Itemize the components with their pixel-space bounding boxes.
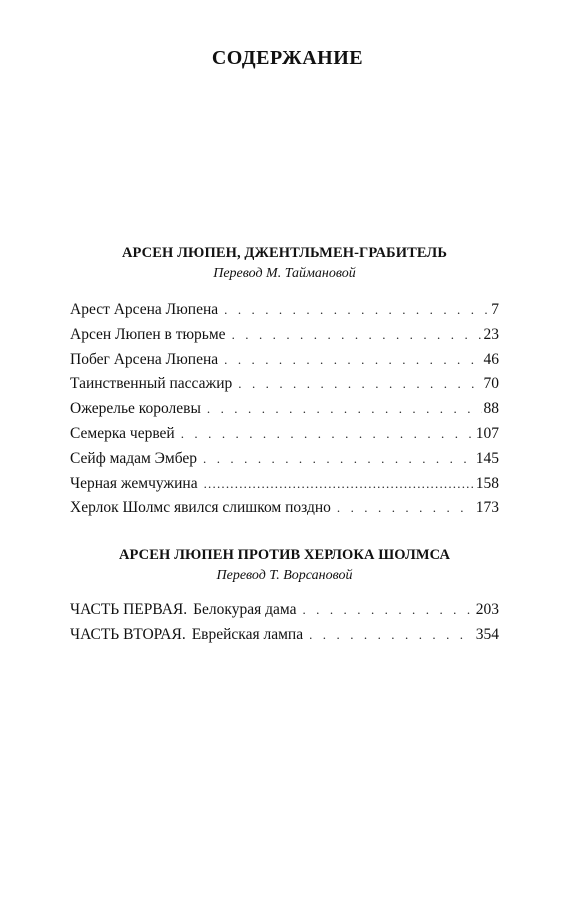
section-translator: Перевод Т. Ворсановой bbox=[216, 568, 353, 583]
toc-entry[interactable] bbox=[70, 472, 499, 497]
dot-leader bbox=[224, 348, 481, 373]
toc-entry-page: 70 bbox=[483, 375, 499, 393]
section-title: АРСЕН ЛЮПЕН ПРОТИВ ХЕРЛОКА ШОЛМСА bbox=[118, 547, 451, 563]
toc-entry[interactable] bbox=[70, 623, 499, 648]
toc-entry-title bbox=[70, 598, 302, 623]
section-translator: Перевод М. Таймановой bbox=[213, 266, 356, 281]
dot-leader bbox=[224, 298, 489, 323]
dot-leader bbox=[309, 623, 474, 648]
toc-section bbox=[70, 545, 499, 648]
toc-entry-title: Семерка червей bbox=[70, 424, 175, 442]
dot-leader bbox=[207, 397, 482, 422]
toc-entry-title: Арест Арсена Люпена bbox=[70, 301, 219, 318]
page-title: СОДЕРЖАНИЕ bbox=[211, 47, 364, 69]
dot-leader bbox=[204, 472, 474, 497]
toc-entry[interactable] bbox=[70, 598, 499, 623]
toc-entry-title: Ожерелье королевы bbox=[70, 400, 201, 418]
toc-entry-title: Побег Арсена Люпена bbox=[70, 350, 219, 368]
dot-leader bbox=[232, 323, 482, 348]
dot-leader bbox=[203, 447, 474, 472]
dot-leader bbox=[238, 372, 481, 397]
toc-entry[interactable] bbox=[70, 298, 499, 323]
dot-leader bbox=[302, 598, 473, 623]
toc-entry-title: Арсен Люпен в тюрьме bbox=[70, 325, 226, 343]
part-title: Белокурая дама bbox=[193, 601, 297, 618]
toc-entries bbox=[70, 598, 499, 648]
toc-entry-page: 107 bbox=[475, 424, 499, 442]
part-label: ЧАСТЬ ВТОРАЯ. bbox=[70, 625, 186, 643]
toc-entry[interactable] bbox=[70, 496, 499, 521]
toc-entry-page: 203 bbox=[475, 601, 499, 618]
toc-entry[interactable] bbox=[70, 372, 499, 397]
part-label: ЧАСТЬ ПЕРВАЯ. bbox=[70, 601, 188, 618]
toc-entry[interactable] bbox=[70, 447, 499, 472]
toc-entry-page: 23 bbox=[483, 325, 499, 343]
toc-entry-page: 88 bbox=[483, 400, 499, 418]
toc-entry-title: Таинственный пассажир bbox=[70, 375, 233, 393]
toc-entry-title: Херлок Шолмс явился слишком поздно bbox=[70, 499, 331, 517]
toc-section bbox=[70, 243, 499, 521]
toc-entry-page: 158 bbox=[475, 474, 499, 492]
toc-entries bbox=[70, 298, 499, 521]
toc-entry[interactable] bbox=[70, 397, 499, 422]
toc-entry-page: 46 bbox=[483, 350, 499, 368]
toc-entry-page: 145 bbox=[475, 449, 499, 467]
toc-entry-title: Черная жемчужина bbox=[70, 474, 198, 492]
toc-entry-page: 173 bbox=[475, 499, 499, 517]
toc-entry[interactable] bbox=[70, 422, 499, 447]
toc-entry[interactable] bbox=[70, 323, 499, 348]
dot-leader bbox=[337, 496, 474, 521]
toc-entry[interactable] bbox=[70, 348, 499, 373]
toc-entry-title: Сейф мадам Эмбер bbox=[70, 449, 198, 467]
dot-leader bbox=[181, 422, 474, 447]
toc-entry-page: 7 bbox=[491, 301, 499, 318]
toc-entry-page: 354 bbox=[475, 625, 499, 643]
toc-entry-title bbox=[70, 623, 309, 648]
section-title: АРСЕН ЛЮПЕН, ДЖЕНТЛЬМЕН-ГРАБИТЕЛЬ bbox=[121, 245, 448, 261]
part-title: Еврейская лампа bbox=[191, 625, 304, 643]
